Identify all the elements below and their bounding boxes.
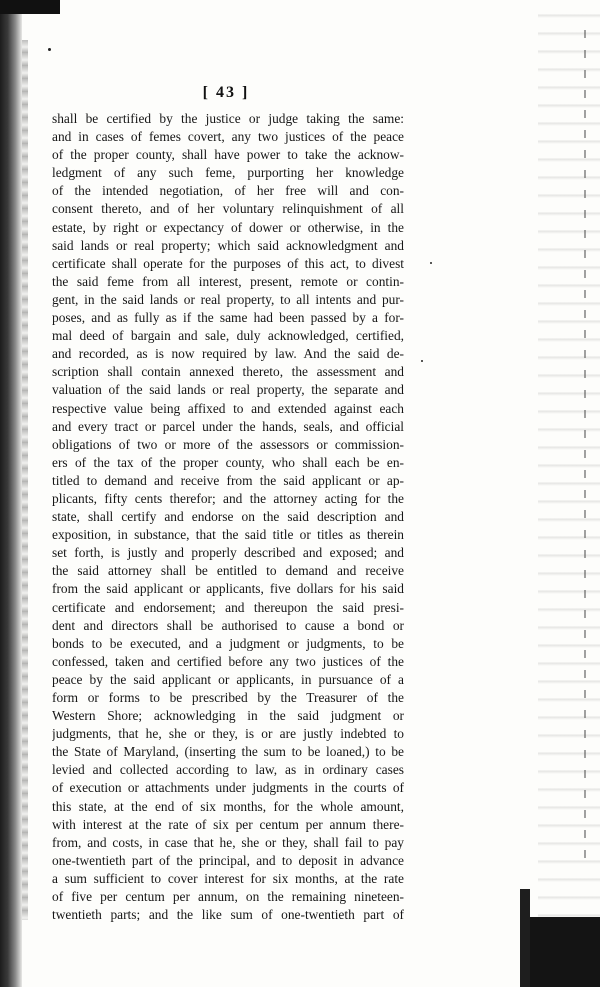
text-line: titled to demand and receive from the said applicant or ap- xyxy=(52,472,404,488)
text-line: scription shall contain annexed thereto, the assessment and xyxy=(52,364,404,380)
text-line: with interest at the rate of six per centum per annum there- xyxy=(52,816,404,832)
text-line: estate, by right or expectancy of dower or otherwise, in the xyxy=(52,219,404,235)
text-line: from the said applicant or applicants, five dollars for his said xyxy=(52,581,404,597)
text-line: confessed, taken and certified before any two justices of the xyxy=(52,653,404,669)
text-line: levied and collected according to law, as in ordinary cases xyxy=(52,762,404,778)
text-line: respective value being affixed to and extended against each xyxy=(52,400,404,416)
text-line: this state, at the end of six months, for the whole amount, xyxy=(52,798,404,814)
text-line: poses, and as fully as if the same had been passed by a for- xyxy=(52,310,404,326)
text-line: certificate and endorsement; and thereupon the said presi- xyxy=(52,599,404,615)
text-line: set forth, is justly and properly described and exposed; and xyxy=(52,545,404,561)
text-line: of the intended negotiation, of her free will and con- xyxy=(52,183,404,199)
text-line: of execution or attachments under judgments in the courts of xyxy=(52,780,404,796)
text-line: and every tract or parcel under the hands, seals, and official xyxy=(52,418,404,434)
body-text xyxy=(52,110,404,924)
text-line: ers of the tax of the proper county, who shall each be en- xyxy=(52,454,404,470)
text-line: valuation of the said lands or real property, the separate and xyxy=(52,382,404,398)
right-margin-artifacts xyxy=(538,0,600,987)
text-line: ledgment of any such feme, purporting her knowledge xyxy=(52,165,404,181)
text-line: shall be certified by the justice or judge taking the same: xyxy=(52,111,404,126)
text-line: gent, in the said lands or real property, to all intents and pur- xyxy=(52,291,404,307)
text-line: certificate shall operate for the purposes of this act, to divest xyxy=(52,255,404,271)
ink-speck xyxy=(421,360,423,362)
text-line: one-twentieth part of the principal, and to deposit in advance xyxy=(52,852,404,868)
text-line: of the proper county, shall have power to take the acknow- xyxy=(52,147,404,163)
scan-bottom-shadow xyxy=(530,917,600,987)
text-line: twentieth parts; and the like sum of one-twentieth part of xyxy=(52,907,404,923)
text-line: judgments, that he, she or they, is or are justly indebted to xyxy=(52,726,404,742)
text-line: plicants, fifty cents therefor; and the attorney acting for the xyxy=(52,490,404,506)
scan-corner-shadow xyxy=(0,0,60,14)
text-line: obligations of two or more of the assessors or commission- xyxy=(52,436,404,452)
text-line: form or forms to be prescribed by the Treasurer of the xyxy=(52,690,404,705)
text-line: and recorded, as is now required by law. And the said de- xyxy=(52,346,404,362)
text-line: bonds to be executed, and a judgment or judgments, to be xyxy=(52,635,404,651)
page-binding-edge xyxy=(0,0,22,987)
text-line: the said attorney shall be entitled to demand and receive xyxy=(52,563,404,579)
text-line: a sum sufficient to cover interest for six months, at the rate xyxy=(52,870,404,886)
text-line: exposition, in substance, that the said title or titles as therein xyxy=(52,527,404,543)
right-margin-line xyxy=(584,30,586,870)
text-line: state, shall certify and endorse on the said description and xyxy=(52,509,404,525)
text-line: mal deed of bargain and sale, duly acknowledged, certified, xyxy=(52,328,404,344)
text-line: from, and costs, in case that he, she or they, shall fail to pay xyxy=(52,834,404,850)
text-line: consent thereto, and of her voluntary relinquishment of all xyxy=(52,201,404,217)
ink-speck xyxy=(430,262,432,264)
ink-speck xyxy=(48,48,51,51)
text-line: and in cases of femes covert, any two justices of the peace xyxy=(52,129,404,145)
text-line: peace by the said applicant or applicants, in pursuance of a xyxy=(52,671,404,687)
text-line: the said feme from all interest, present, remote or contin- xyxy=(52,273,404,289)
text-line: said lands or real property; which said acknowledgment and xyxy=(52,237,404,253)
page-number: [ 43 ] xyxy=(202,84,250,101)
text-line: Western Shore; acknowledging in the said judgment or xyxy=(52,708,404,724)
text-line: dent and directors shall be authorised to cause a bond or xyxy=(52,617,404,633)
text-line: the State of Maryland, (inserting the sum to be loaned,) to be xyxy=(52,744,404,760)
text-line: of five per centum per annum, on the remaining nineteen- xyxy=(52,889,404,905)
